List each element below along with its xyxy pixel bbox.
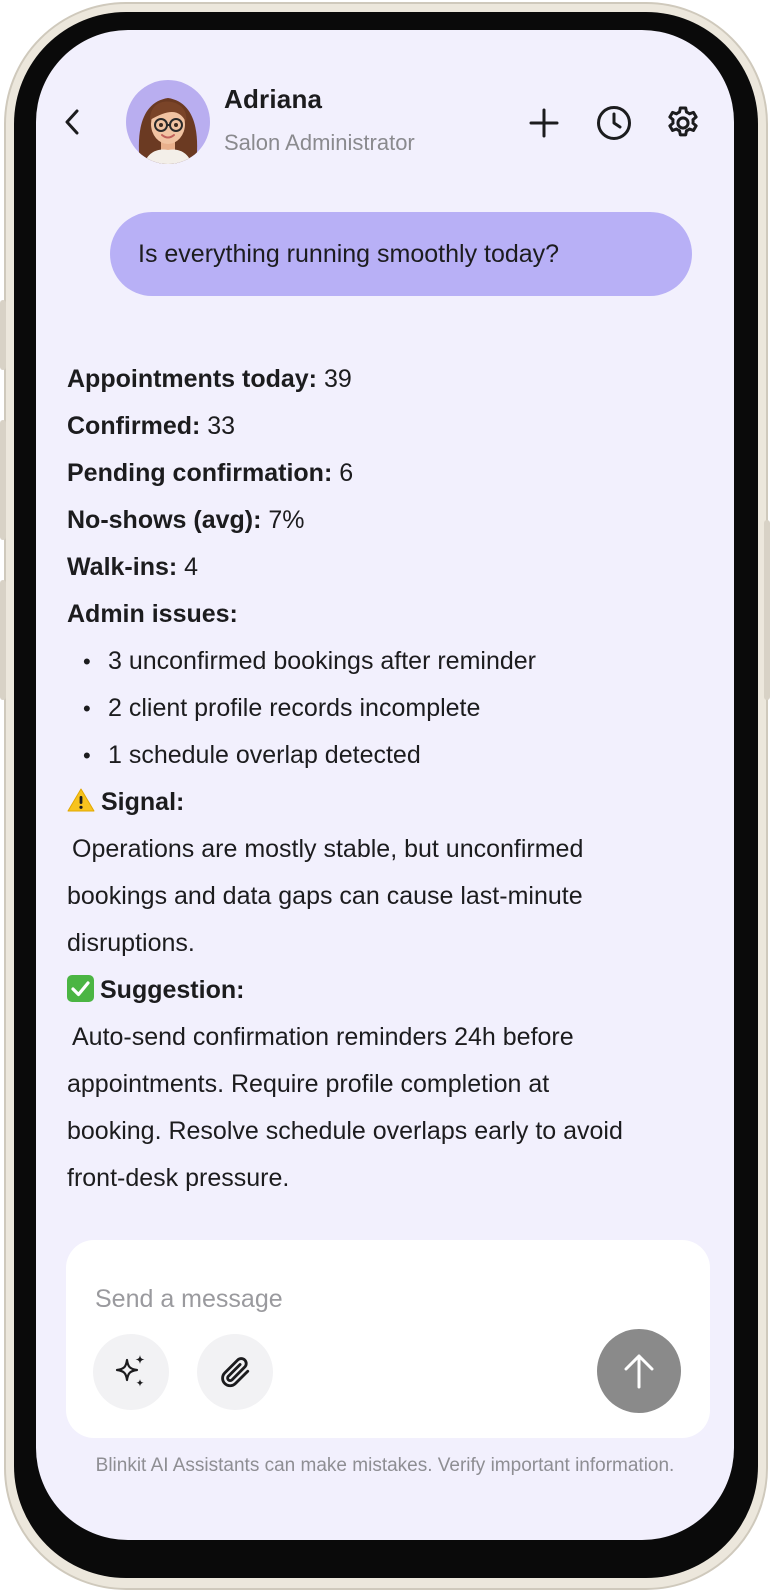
check-icon bbox=[67, 975, 94, 1002]
stat-confirmed: Confirmed: 33 bbox=[67, 412, 236, 440]
avatar bbox=[126, 80, 210, 164]
phone-side-button bbox=[0, 300, 6, 370]
paperclip-icon bbox=[217, 1354, 253, 1390]
assistant-reply bbox=[67, 356, 707, 1202]
suggestion-text-line: appointments. Require profile completion at bbox=[67, 1070, 550, 1098]
new-chat-button[interactable] bbox=[523, 102, 565, 144]
suggestion-text-line: booking. Resolve schedule overlaps early to avoid bbox=[67, 1117, 623, 1145]
signal-text-line: Operations are mostly stable, but unconfirmed bbox=[72, 835, 584, 863]
disclaimer-text: Blinkit AI Assistants can make mistakes. Verify important information. bbox=[95, 1455, 675, 1476]
chat-screen bbox=[36, 30, 734, 1540]
suggestion-text-line: front-desk pressure. bbox=[67, 1164, 290, 1192]
signal-heading: Signal: bbox=[67, 779, 707, 826]
arrow-up-icon bbox=[622, 1352, 656, 1390]
issues-list bbox=[67, 638, 707, 779]
history-button[interactable] bbox=[593, 102, 635, 144]
attach-button[interactable] bbox=[197, 1334, 273, 1410]
stat-no-shows: No-shows (avg): 7% bbox=[67, 506, 305, 534]
list-item: • 1 schedule overlap detected bbox=[67, 732, 707, 779]
plus-icon bbox=[528, 107, 560, 139]
phone-side-button bbox=[764, 520, 770, 700]
chevron-left-icon bbox=[64, 109, 80, 135]
send-button[interactable] bbox=[597, 1329, 681, 1413]
message-input[interactable] bbox=[66, 1240, 586, 1336]
ai-suggest-button[interactable] bbox=[93, 1334, 169, 1410]
stat-pending: Pending confirmation: 6 bbox=[67, 459, 354, 487]
phone-side-button bbox=[0, 420, 6, 540]
assistant-name: Adriana bbox=[224, 84, 323, 114]
signal-text-line: disruptions. bbox=[67, 929, 195, 957]
user-message bbox=[110, 212, 698, 300]
back-button[interactable] bbox=[58, 104, 86, 140]
settings-button[interactable] bbox=[662, 102, 704, 144]
gear-icon bbox=[664, 104, 702, 142]
assistant-role: Salon Administrator bbox=[224, 130, 415, 155]
user-message-text: Is everything running smoothly today? bbox=[110, 212, 692, 296]
issues-heading: Admin issues: bbox=[67, 600, 238, 628]
stat-appointments: Appointments today: 39 bbox=[67, 365, 352, 393]
stat-walk-ins: Walk-ins: 4 bbox=[67, 553, 199, 581]
suggestion-heading: Suggestion: bbox=[67, 967, 707, 1014]
warning-icon bbox=[67, 788, 95, 812]
list-item: • 2 client profile records incomplete bbox=[67, 685, 707, 732]
message-composer bbox=[66, 1240, 710, 1438]
clock-icon bbox=[596, 105, 632, 141]
list-item: • 3 unconfirmed bookings after reminder bbox=[67, 638, 707, 685]
suggestion-text-line: Auto-send confirmation reminders 24h before bbox=[72, 1023, 574, 1051]
sparkle-icon bbox=[111, 1352, 151, 1392]
phone-side-button bbox=[0, 580, 6, 700]
signal-text-line: bookings and data gaps can cause last-minute bbox=[67, 882, 583, 910]
